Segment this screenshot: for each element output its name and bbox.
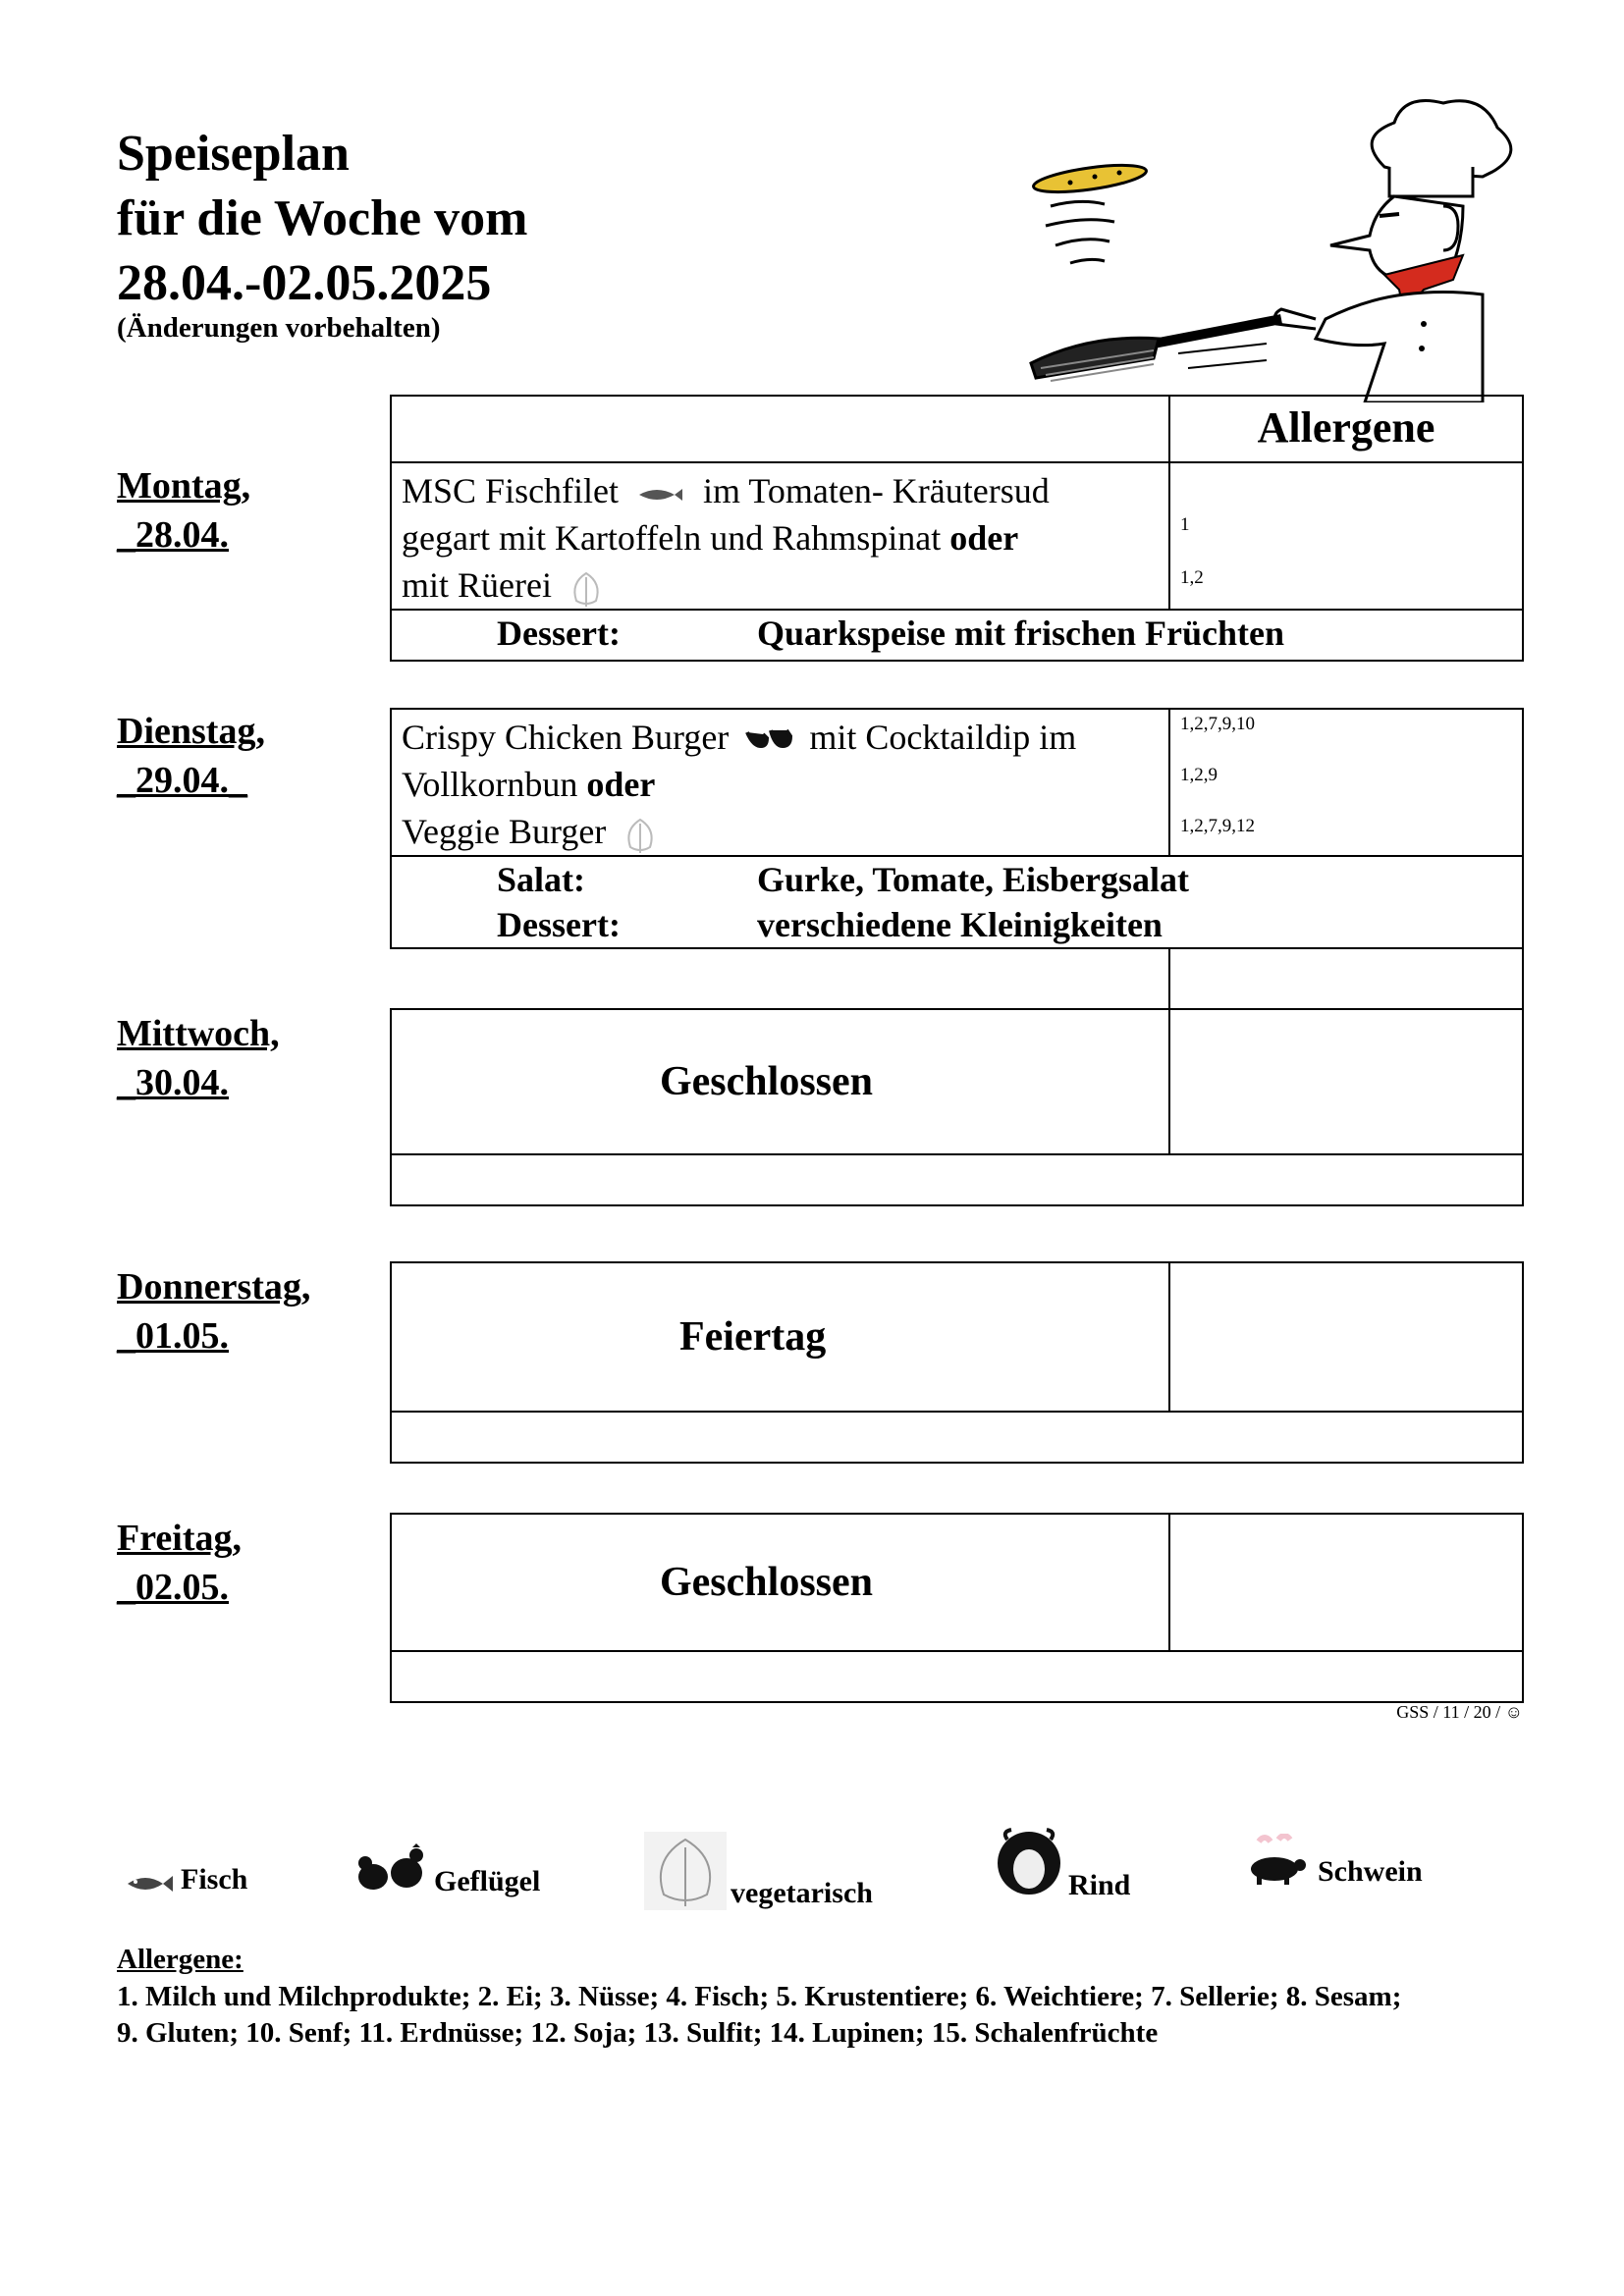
fish-icon bbox=[124, 1871, 177, 1896]
day-label-thursday bbox=[117, 1262, 310, 1361]
title-line-1: Speiseplan bbox=[117, 126, 350, 182]
allergen-codes: 1,2,9 bbox=[1180, 765, 1218, 785]
monday-menu-table bbox=[390, 395, 1524, 662]
dish-text: im Tomaten- Kräutersud bbox=[703, 471, 1050, 510]
empty-cell bbox=[1169, 1009, 1523, 1154]
day-name: Donnerstag, bbox=[117, 1266, 311, 1308]
day-name: Mittwoch, bbox=[117, 1013, 280, 1054]
tuesday-dish bbox=[391, 709, 1169, 856]
changes-note: (Änderungen vorbehalten) bbox=[117, 312, 441, 344]
thursday-menu-table bbox=[390, 1261, 1524, 1464]
day-date: _02.05. bbox=[117, 1567, 229, 1608]
legend-poultry bbox=[352, 1843, 540, 1898]
day-label-tuesday bbox=[117, 707, 265, 805]
or-connector: oder bbox=[586, 765, 656, 804]
legend-pork bbox=[1239, 1834, 1423, 1889]
wednesday-status: Geschlossen bbox=[391, 1009, 1169, 1154]
vegetarian-leaf-icon bbox=[623, 816, 658, 855]
legend-label: vegetarisch bbox=[731, 1877, 873, 1909]
fish-icon bbox=[635, 485, 686, 505]
empty-row bbox=[391, 1651, 1523, 1702]
monday-dessert-row bbox=[391, 610, 1523, 661]
tuesday-allergens bbox=[1169, 709, 1523, 856]
dish-text: gegart mit Kartoffeln und Rahmspinat bbox=[402, 518, 942, 558]
dish-text: Veggie Burger bbox=[402, 812, 607, 851]
day-date: _29.04._ bbox=[117, 760, 247, 801]
empty-row bbox=[391, 1412, 1523, 1463]
allergen-codes: 1,2,7,9,12 bbox=[1180, 816, 1255, 836]
tuesday-menu-table bbox=[390, 708, 1524, 1010]
pig-icon bbox=[1239, 1834, 1314, 1889]
vegetarian-leaf-icon bbox=[644, 1832, 727, 1910]
dessert-label: Dessert: bbox=[497, 905, 621, 944]
dessert-text: Quarkspeise mit frischen Früchten bbox=[757, 614, 1284, 653]
header-empty-cell bbox=[391, 396, 1169, 462]
monday-dish bbox=[391, 462, 1169, 610]
day-name: Montag, bbox=[117, 465, 251, 507]
monday-allergens bbox=[1169, 462, 1523, 610]
legend-fish bbox=[124, 1863, 247, 1896]
empty-cell bbox=[1169, 1262, 1523, 1412]
day-name: Freitag, bbox=[117, 1518, 242, 1559]
allergen-codes: 1 bbox=[1180, 514, 1190, 535]
document-code: GSS / 11 / 20 / ☺ bbox=[1396, 1702, 1523, 1722]
day-label-wednesday bbox=[117, 1009, 280, 1107]
wednesday-menu-table bbox=[390, 1008, 1524, 1206]
allergens-header: Allergene bbox=[1169, 396, 1523, 462]
cow-icon bbox=[994, 1826, 1064, 1902]
title-line-3: 28.04.-02.05.2025 bbox=[117, 255, 492, 311]
legend-beef bbox=[994, 1826, 1130, 1902]
page-title bbox=[117, 122, 527, 316]
allergen-legend-list bbox=[117, 1979, 1531, 2052]
empty-row bbox=[391, 1154, 1523, 1205]
legend-label: Fisch bbox=[181, 1863, 248, 1896]
salad-label: Salat: bbox=[497, 860, 585, 899]
day-label-friday bbox=[117, 1514, 242, 1612]
allergen-legend-title: Allergene: bbox=[117, 1944, 244, 1975]
chef-illustration bbox=[1011, 69, 1532, 402]
allergen-legend-line: 9. Gluten; 10. Senf; 11. Erdnüsse; 12. Soja; 13. Sulfit; 14. Lupinen; 15. Schalenfrüchte bbox=[117, 2017, 1159, 2049]
day-date: _01.05. bbox=[117, 1315, 229, 1357]
friday-menu-table bbox=[390, 1513, 1524, 1703]
legend-vegetarian bbox=[644, 1832, 873, 1910]
legend-label: Geflügel bbox=[434, 1865, 541, 1897]
thursday-status: Feiertag bbox=[391, 1262, 1169, 1412]
dessert-label: Dessert: bbox=[497, 614, 621, 653]
legend-label: Rind bbox=[1068, 1869, 1131, 1901]
poultry-icon bbox=[743, 724, 794, 758]
empty-cell bbox=[391, 948, 1169, 1009]
dish-text: mit Rüerei bbox=[402, 565, 552, 605]
allergen-legend-line: 1. Milch und Milchprodukte; 2. Ei; 3. Nüsse; 4. Fisch; 5. Krustentiere; 6. Weichtiere; 7. Sellerie; 8. Sesam; bbox=[117, 1981, 1402, 2012]
day-label-monday bbox=[117, 461, 250, 560]
dish-text: Crispy Chicken Burger bbox=[402, 718, 730, 757]
day-name: Dienstag, bbox=[117, 711, 265, 752]
poultry-icon bbox=[352, 1843, 430, 1898]
empty-cell bbox=[1169, 1514, 1523, 1651]
day-date: _28.04. bbox=[117, 514, 229, 556]
dish-text: mit Cocktaildip im bbox=[809, 718, 1077, 757]
allergen-codes: 1,2 bbox=[1180, 567, 1204, 588]
day-date: _30.04. bbox=[117, 1062, 229, 1103]
tuesday-salad-dessert-row bbox=[391, 856, 1523, 948]
title-line-2: für die Woche vom bbox=[117, 190, 528, 246]
dish-text: Vollkornbun bbox=[402, 765, 578, 804]
dish-text: MSC Fischfilet bbox=[402, 471, 620, 510]
allergen-codes: 1,2,7,9,10 bbox=[1180, 714, 1255, 734]
salad-text: Gurke, Tomate, Eisbergsalat bbox=[757, 860, 1190, 899]
empty-cell bbox=[1169, 948, 1523, 1009]
vegetarian-leaf-icon bbox=[568, 569, 604, 609]
dessert-text: verschiedene Kleinigkeiten bbox=[757, 905, 1163, 944]
friday-status: Geschlossen bbox=[391, 1514, 1169, 1651]
or-connector: oder bbox=[949, 518, 1019, 558]
legend-label: Schwein bbox=[1318, 1855, 1423, 1888]
